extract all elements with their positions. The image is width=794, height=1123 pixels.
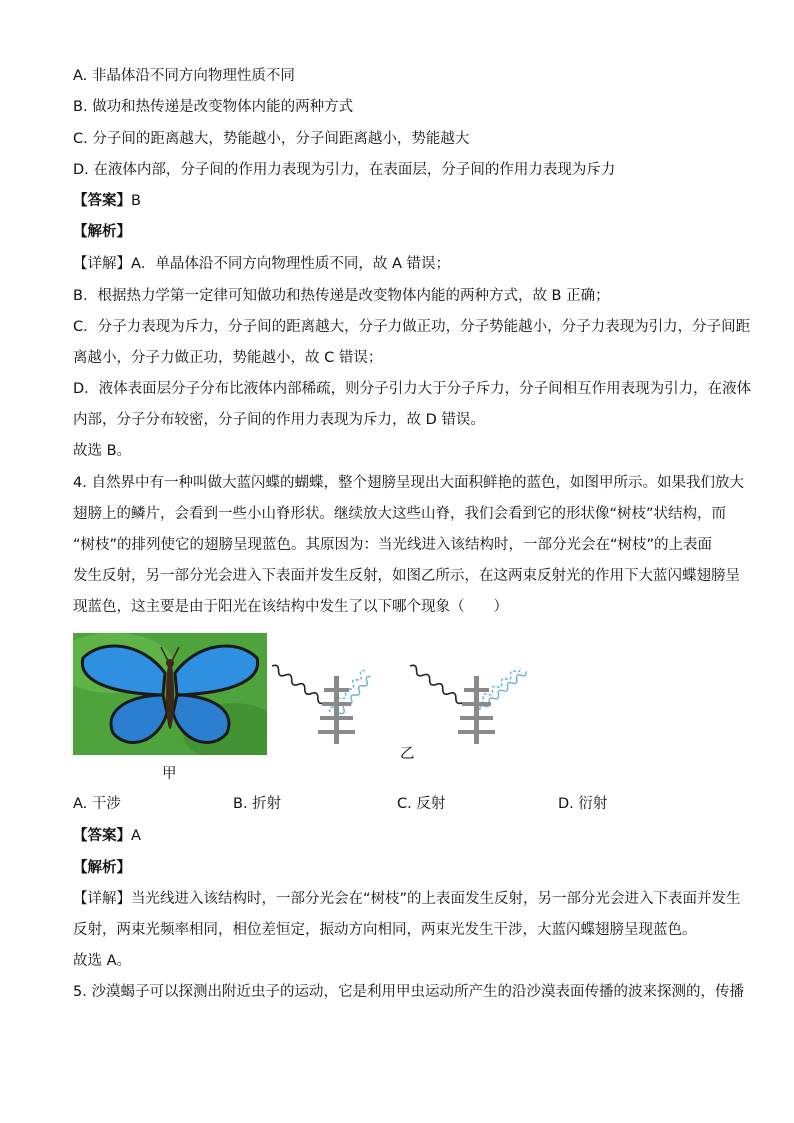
- q4-answer: [73, 826, 141, 846]
- q3-answer: [73, 191, 141, 211]
- q3-detail-line: B．根据热力学第一定律可知做功和热传递是改变物体内能的两种方式，故 B 正确；: [73, 288, 610, 304]
- q5-stem-line: 5. 沙漠蝎子可以探测出附近虫子的运动，它是利用甲虫运动所产生的沿沙漠表面传播的波来探测的，传播: [73, 984, 744, 1000]
- branch-reflection-diagram-right: [408, 648, 543, 752]
- q4-stem-line: 翅膀上的鳞片，会看到一些小山脊形状。继续放大这些山脊，我们会看到它的形状像“树枝”状结构，而: [73, 506, 727, 522]
- q4-option-a: A. 干涉: [73, 796, 121, 812]
- q3-option-c: C. 分子间的距离越大，势能越小，分子间距离越小，势能越大: [73, 131, 470, 147]
- q4-option-d: D. 衍射: [558, 796, 608, 812]
- q4-option-c: C. 反射: [397, 796, 446, 812]
- q4-detail-line: 【详解】当光线进入该结构时，一部分光会在“树枝”的上表面发生反射，另一部分光会进入下表面并发生: [73, 891, 741, 907]
- q3-detail-line: 【详解】A．单晶体沿不同方向物理性质不同，故 A 错误；: [73, 256, 451, 272]
- q3-detail-line: 离越小，分子力做正功，势能越小，故 C 错误；: [73, 350, 383, 366]
- q3-analysis-label: 【解析】: [73, 224, 131, 240]
- q4-stem-line: 4. 自然界中有一种叫做大蓝闪蝶的蝴蝶，整个翅膀呈现出大面积鲜艳的蓝色，如图甲所示。如果我们放大: [73, 475, 744, 491]
- q4-detail-line: 反射，两束光频率相同，相位差恒定，振动方向相同，两束光发生干涉，大蓝闪蝶翅膀呈现蓝色。: [73, 922, 697, 938]
- q3-conclusion: 故选 B。: [73, 443, 132, 459]
- branch-reflection-diagram-left: [270, 648, 395, 752]
- q4-stem-line: 发生反射，另一部分光会进入下表面并发生反射，如图乙所示，在这两束反射光的作用下大蓝闪蝶翅膀呈: [73, 568, 740, 584]
- q3-detail-line: D．液体表面层分子分布比液体内部稀疏，则分子引力大于分子斥力，分子间相互作用表现为引力，在液体: [73, 381, 752, 397]
- q3-detail-line: C．分子力表现为斥力，分子间的距离越大，分子力做正功，分子势能越小，分子力表现为引力，分子间距: [73, 319, 751, 335]
- q4-stem-line: “树枝”的排列使它的翅膀呈现蓝色。其原因为：当光线进入该结构时，一部分光会在“树枝”的上表面: [73, 537, 713, 553]
- q3-option-d: D. 在液体内部，分子间的作用力表现为引力，在表面层，分子间的作用力表现为斥力: [73, 162, 616, 178]
- answer-label: 【答案】: [73, 193, 131, 209]
- q4-analysis-label: 【解析】: [73, 860, 131, 876]
- q3-option-b: B. 做功和热传递是改变物体内能的两种方式: [73, 99, 354, 115]
- butterfly-photo: [73, 633, 267, 755]
- answer-value: A: [131, 828, 141, 844]
- caption-yi: 乙: [400, 746, 415, 762]
- answer-label: 【答案】: [73, 828, 131, 844]
- caption-jia: 甲: [162, 766, 177, 782]
- q3-detail-line: 内部，分子分布较密，分子间的作用力表现为斥力，故 D 错误。: [73, 412, 485, 428]
- q4-stem-line: 现蓝色，这主要是由于阳光在该结构中发生了以下哪个现象（ ）: [73, 599, 508, 615]
- answer-value: B: [131, 193, 141, 209]
- q4-conclusion: 故选 A。: [73, 953, 132, 969]
- q4-option-b: B. 折射: [233, 796, 282, 812]
- q3-option-a: A. 非晶体沿不同方向物理性质不同: [73, 68, 295, 84]
